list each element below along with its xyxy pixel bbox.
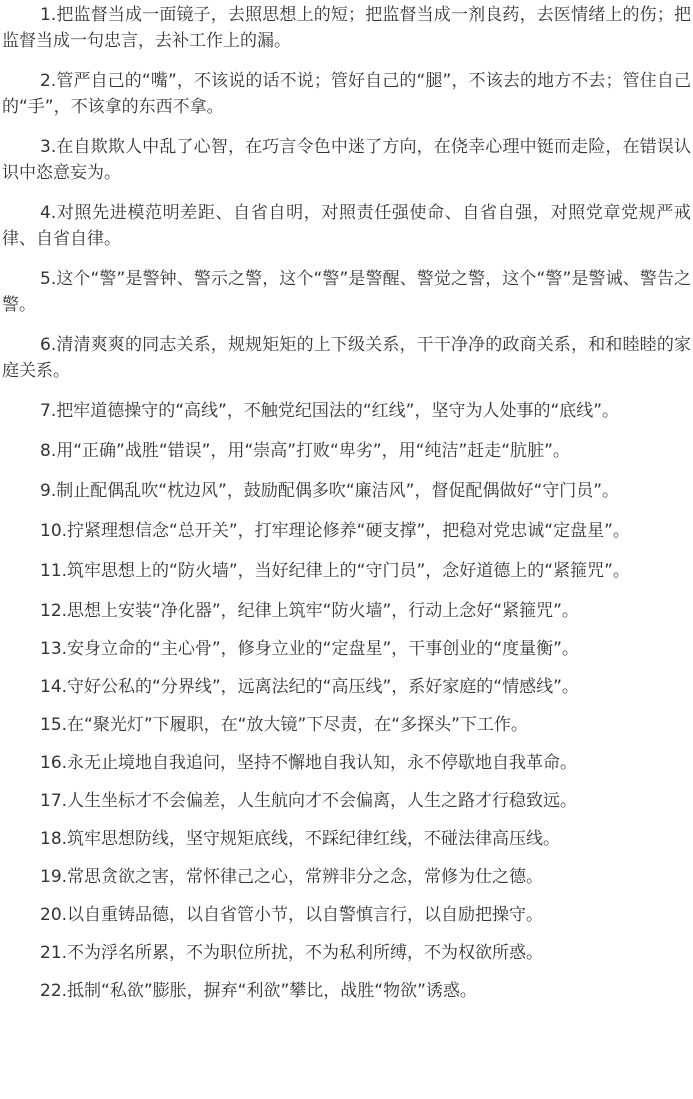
paragraph-5: 5.这个“警”是警钟、警示之警，这个“警”是警醒、警觉之警，这个“警”是警诫、警告之警。 [2, 269, 691, 315]
paragraph-13: 13.安身立命的“主心骨”，修身立业的“定盘星”，干事创业的“度量衡”。 [40, 639, 579, 659]
paragraph-2: 2.管严自己的“嘴”，不该说的话不说；管好自己的“腿”，不该去的地方不去；管住自己的“手”，不该拿的东西不拿。 [2, 71, 691, 117]
paragraph-17: 17.人生坐标才不会偏差，人生航向才不会偏离，人生之路才行稳致远。 [40, 791, 578, 811]
paragraph-22: 22.抵制“私欲”膨胀，摒弃“利欲”攀比，战胜“物欲”诱惑。 [40, 981, 477, 1001]
paragraph-11: 11.筑牢思想上的“防火墙”，当好纪律上的“守门员”，念好道德上的“紧箍咒”。 [40, 561, 630, 581]
paragraph-1: 1.把监督当成一面镜子，去照思想上的短；把监督当成一剂良药，去医情绪上的伤；把监督当成一句忠言，去补工作上的漏。 [2, 5, 691, 51]
paragraph-14: 14.守好公私的“分界线”，远离法纪的“高压线”，系好家庭的“情感线”。 [40, 677, 579, 697]
paragraph-18: 18.筑牢思想防线，坚守规矩底线，不踩纪律红线，不碰法律高压线。 [40, 829, 561, 849]
paragraph-21: 21.不为浮名所累，不为职位所扰，不为私利所缚，不为权欲所惑。 [40, 943, 544, 963]
paragraph-16: 16.永无止境地自我追问，坚持不懈地自我认知，永不停歇地自我革命。 [40, 753, 578, 773]
paragraph-20: 20.以自重铸品德，以自省管小节，以自警慎言行，以自励把操守。 [40, 905, 544, 925]
paragraph-19: 19.常思贪欲之害，常怀律己之心，常辨非分之念，常修为仕之德。 [40, 867, 544, 887]
paragraph-9: 9.制止配偶乱吹“枕边风”，鼓励配偶多吹“廉洁风”，督促配偶做好“守门员”。 [40, 481, 620, 501]
paragraph-6: 6.清清爽爽的同志关系，规规矩矩的上下级关系，干干净净的政商关系，和和睦睦的家庭关系。 [2, 335, 691, 381]
paragraph-8: 8.用“正确”战胜“错误”，用“崇高”打败“卑劣”，用“纯洁”赶走“肮脏”。 [40, 441, 570, 461]
paragraph-7: 7.把牢道德操守的“高线”，不触党纪国法的“红线”，坚守为人处事的“底线”。 [40, 401, 620, 421]
paragraph-12: 12.思想上安装“净化器”，纪律上筑牢“防火墙”，行动上念好“紧箍咒”。 [40, 601, 579, 621]
document-body [0, 2, 693, 1099]
paragraph-3: 3.在自欺欺人中乱了心智，在巧言令色中迷了方向，在侥幸心理中铤而走险，在错误认识中恣意妄为。 [2, 137, 691, 183]
paragraph-10: 10.拧紧理想信念“总开关”，打牢理论修养“硬支撑”，把稳对党忠诚“定盘星”。 [40, 521, 630, 541]
paragraph-4: 4.对照先进模范明差距、自省自明，对照责任强使命、自省自强，对照党章党规严戒律、自省自律。 [2, 203, 691, 249]
paragraph-15: 15.在“聚光灯”下履职，在“放大镜”下尽责，在“多探头”下工作。 [40, 715, 528, 735]
